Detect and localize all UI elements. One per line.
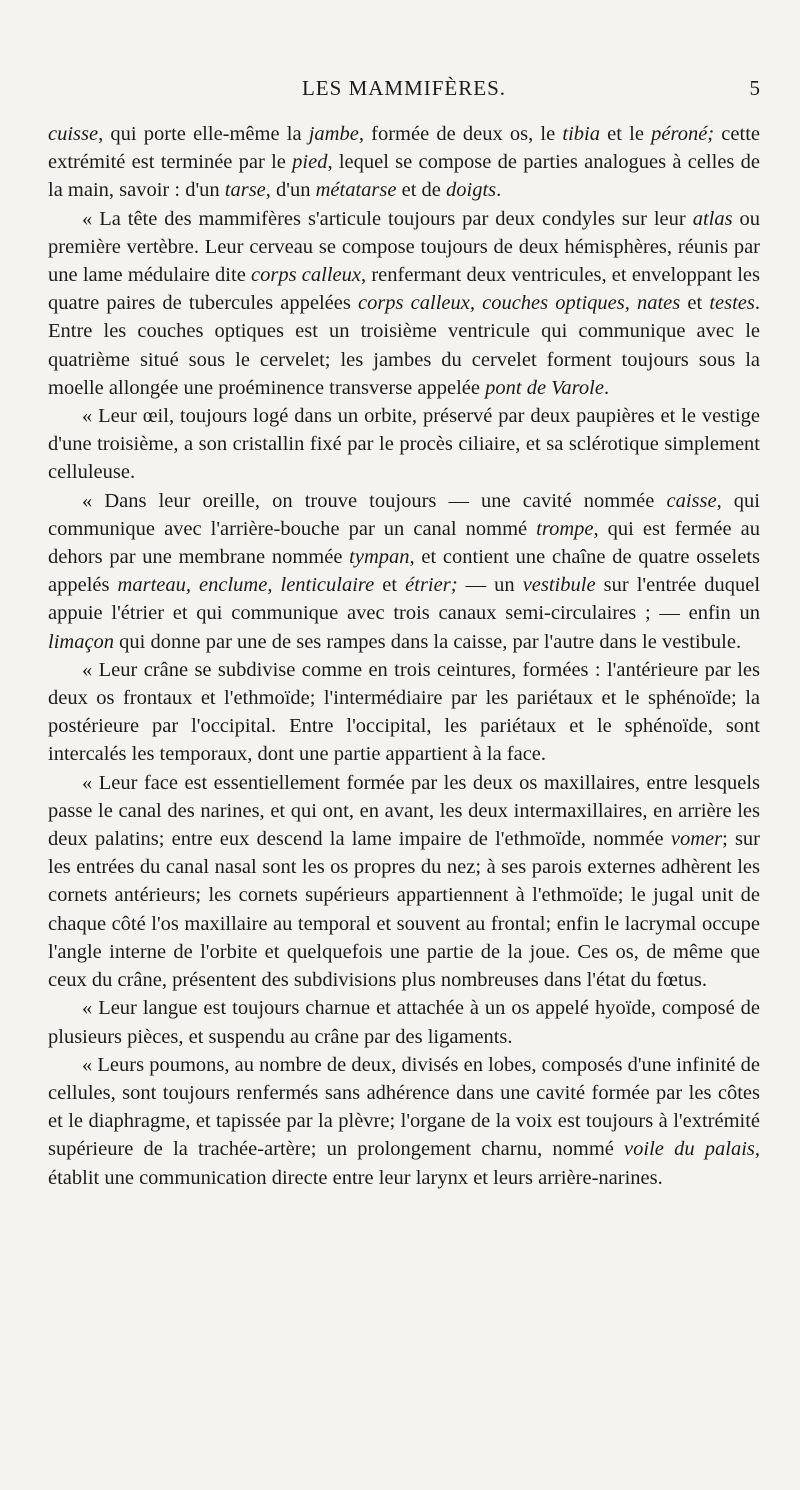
text-run: , qui est fermée au dehors par une membrane nommée (48, 517, 761, 569)
text-run: « Leur langue est toujours charnue et attachée à un os appelé hyoïde, composé de plusieurs pièces, et suspendu au crâne par des ligaments. (48, 997, 760, 1048)
italic-term: corps calleux, couches optiques, nates (357, 292, 681, 315)
italic-term: marteau, enclume, lenticulaire (117, 574, 375, 597)
page-number: 5 (749, 76, 760, 100)
paragraph-poumons (48, 1051, 760, 1192)
paragraph-face (48, 769, 760, 995)
italic-term: pied (292, 151, 328, 174)
text-run: , et contient une chaîne de quatre osselets appelés (48, 546, 761, 597)
italic-term: limaçon (48, 630, 115, 653)
italic-term: testes (709, 292, 755, 315)
text-run: ; sur les entrées du canal nasal sont les os propres du nez; à ses parois externes adhèrent les cornets antérieurs; les cornets supérieurs appartiennent à l'ethmoïde; le jugal unit de chaque côté l'os maxillaire au temporal et souvent au frontal; enfin le lacrymal occupe l'angle interne de l'orbite et quelquefois une partie de la joue. Ces os, de même que ceux du crâne, présentent des subdivisions plus nombreuses dans l'état du fœtus. (48, 828, 761, 992)
text-run: « Leur face est essentiellement formée par les deux os maxillaires, entre lesquels passe le canal des narines, et qui ont, en avant, les deux intermaxillaires, en arrière les deux palatins; entre eux descend la lame impaire de l'ethmoïde, nommée (48, 771, 760, 851)
italic-term: vomer (670, 828, 723, 851)
italic-term: trompe (536, 517, 594, 540)
text-run: . (603, 376, 610, 399)
text-run: « La tête des mammifères s'articule toujours par deux condyles sur leur (82, 207, 693, 230)
italic-term: caisse (666, 489, 717, 512)
text-run: « Leur crâne se subdivise comme en trois ceintures, formées : l'antérieure par les deux os frontaux et l'ethmoïde; l'intermédiaire par les pariétaux et le sphénoïde; la postérieure par l'occipital. Entre l'occipital, les pariétaux et le sphénoïde, sont intercalés les temporaux, dont une partie appartient à la face. (48, 658, 760, 766)
text-run: , établit une communication directe entre leur larynx et leurs arrière-narines. (48, 1138, 760, 1189)
italic-term: étrier; (405, 574, 458, 597)
text-run: et (680, 292, 710, 315)
text-run: et de (396, 179, 446, 202)
text-run: — un (457, 574, 523, 597)
text-run: « Dans leur oreille, on trouve toujours — une cavité nommée (82, 489, 667, 512)
text-run: et le (600, 123, 652, 145)
italic-term: tarse (224, 179, 266, 202)
italic-term: métatarse (315, 179, 397, 202)
text-run: « Leur œil, toujours logé dans un orbite, préservé par deux paupières et le vestige d'une troisième, a son cristallin fixé par le procès ciliaire, et sa sclérotique simplement celluleuse. (48, 405, 760, 484)
text-run: , d'un (265, 179, 316, 202)
text-run: qui donne par une de ses rampes dans la caisse, par l'autre dans le vestibule. (114, 630, 742, 653)
italic-term: pont de Varole (485, 376, 604, 399)
text-run: , renfermant deux ventricules, et enveloppant les quatre paires de tubercules appelées (48, 264, 760, 315)
book-page (0, 76, 800, 1490)
paragraph-oreille (48, 487, 760, 656)
italic-term: tibia (562, 123, 600, 145)
paragraph-oeil (48, 402, 760, 487)
text-run: « Leurs poumons, au nombre de deux, divisés en lobes, composés d'une infinité de cellules, sont toujours renfermés sans adhérence dans une cavité formée par les côtes et le diaphragme, et tapissée par la plèvre; l'organe de la voix est toujours à l'extrémité supérieure de la trachée-artère; un prolongement charnu, nommé (48, 1053, 760, 1161)
paragraph-tete-cerveau (48, 205, 760, 402)
text-run: , lequel se compose de parties analogues à celles de la main, savoir : d'un (48, 151, 761, 202)
italic-term: voile du palais (624, 1138, 755, 1161)
italic-term: vestibule (522, 574, 596, 597)
text-run: cette extrémité est terminée par le (48, 123, 760, 174)
running-head-title: LES MAMMIFÈRES. (301, 76, 507, 100)
italic-term: péroné; (651, 123, 715, 145)
text-run: . (496, 179, 502, 202)
text-run: sur l'entrée duquel appuie l'étrier et qui communique avec trois canaux semi-circulaires ; — enfin un (48, 574, 761, 625)
italic-term: tympan (349, 546, 410, 569)
italic-term: cuisse (48, 123, 99, 145)
paragraph-crane (48, 656, 760, 769)
text-run: , formée de deux os, le (358, 123, 563, 145)
italic-term: atlas (692, 207, 733, 230)
body-text (48, 120, 760, 1192)
text-run: et (374, 574, 406, 597)
text-run: , qui communique avec l'arrière-bouche par un canal nommé (48, 489, 760, 540)
text-run: ou première vertèbre. Leur cerveau se compose toujours de deux hémisphères, réunis par une lame médulaire dite (48, 207, 761, 287)
italic-term: corps calleux (251, 264, 361, 287)
running-head (48, 76, 760, 120)
paragraph-langue (48, 994, 760, 1050)
italic-term: jambe (308, 123, 359, 145)
text-run: . Entre les couches optiques est un troisième ventricule qui communique avec le quatrième situé sous le cervelet; les jambes du cervelet forment toujours sous la moelle allongée une proéminence transverse appelée (48, 292, 760, 399)
paragraph-cuisse (48, 120, 760, 205)
text-run: , qui porte elle-même la (98, 123, 309, 145)
italic-term: doigts (446, 179, 497, 202)
